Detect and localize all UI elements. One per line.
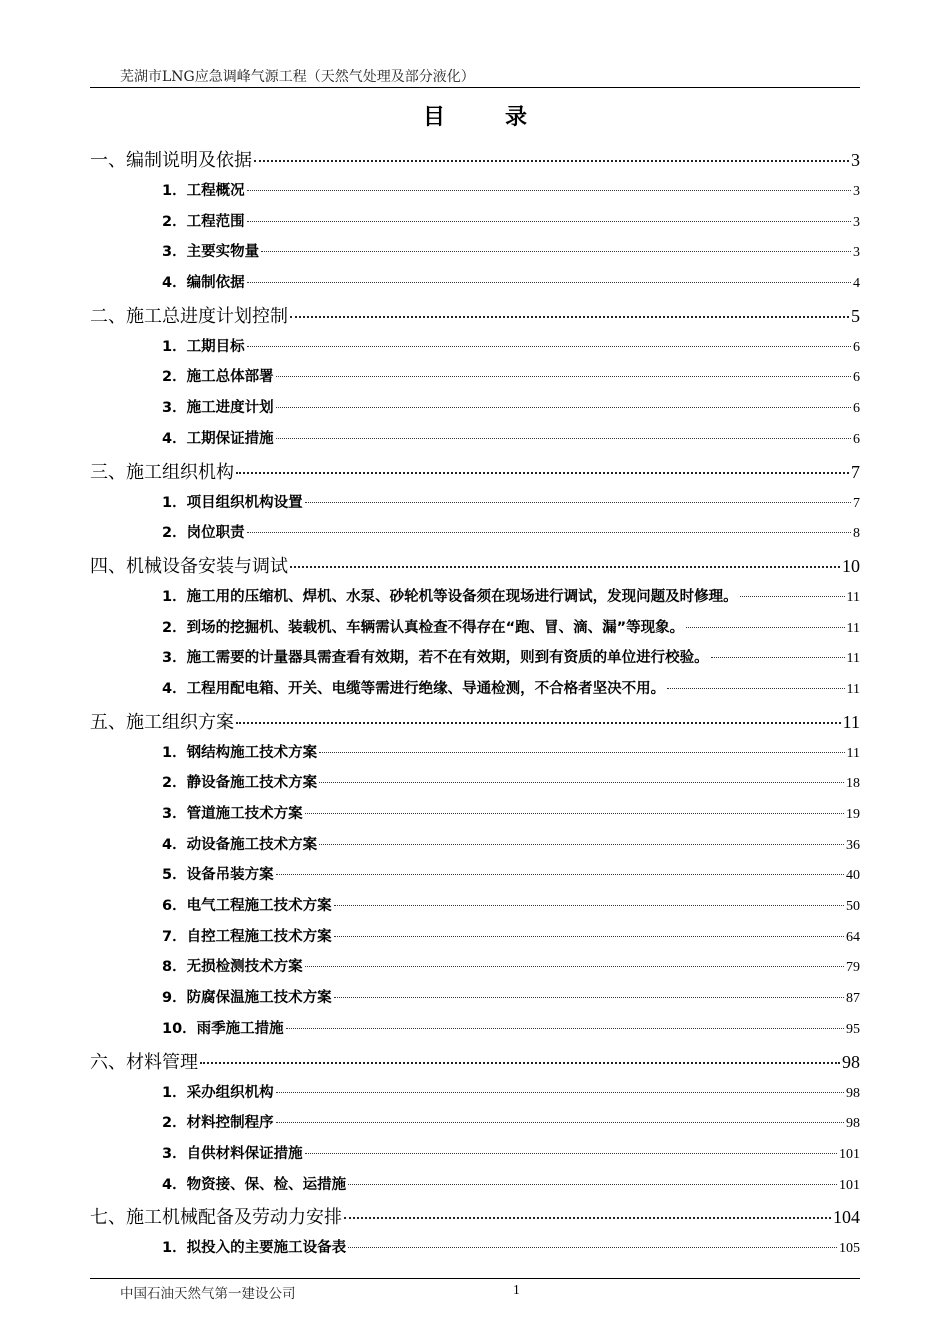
toc-section-entry[interactable] (90, 677, 860, 708)
toc-entry-page-number: 11 (842, 711, 860, 732)
toc-entry-label: 3．自供材料保证措施 (162, 1145, 303, 1162)
toc-entry-label: 1．施工用的压缩机、焊机、水泵、砂轮机等设备须在现场进行调试，发现问题及时修理。 (162, 588, 738, 605)
toc-dot-leader (261, 251, 851, 252)
toc-entry-label: 3．施工需要的计量器具需查看有效期，若不在有效期，则到有资质的单位进行校验。 (162, 650, 709, 667)
toc-entry-label: 1．工程概况 (162, 183, 245, 199)
toc-section-entry[interactable] (90, 210, 860, 241)
toc-section-entry[interactable] (90, 1111, 860, 1142)
toc-section-entry[interactable] (90, 271, 860, 302)
toc-entry-page-number: 87 (846, 991, 860, 1007)
toc-entry-page-number: 79 (846, 960, 860, 976)
toc-entry-page-number: 11 (846, 681, 860, 697)
toc-section-entry[interactable] (90, 491, 860, 522)
header-title: 芜湖市LNG应急调峰气源工程（天然气处理及部分液化） (120, 69, 475, 85)
toc-entry-page-number: 101 (839, 1146, 860, 1162)
toc-entry-page-number: 98 (842, 1051, 860, 1072)
toc-entry-label: 2．静设备施工技术方案 (162, 775, 318, 792)
toc-entry-label: 1．工期目标 (162, 338, 245, 355)
toc-section-entry[interactable] (90, 1081, 860, 1112)
toc-entry-label: 4．工期保证措施 (162, 430, 274, 447)
toc-entry-page-number: 19 (846, 807, 860, 822)
toc-dot-leader (276, 438, 851, 439)
toc-entry-page-number: 6 (853, 339, 860, 355)
toc-entry-label: 2．材料控制程序 (162, 1115, 274, 1132)
toc-section-entry[interactable] (90, 863, 860, 894)
toc-dot-leader (236, 722, 841, 724)
toc-entry-page-number: 3 (851, 150, 860, 170)
toc-entry-label: 1．采办组织机构 (162, 1084, 274, 1101)
toc-entry-label: 4．工程用配电箱、开关、电缆等需进行绝缘、导通检测，不合格者坚决不用。 (162, 680, 666, 697)
toc-entry-page-number: 98 (846, 1116, 860, 1132)
toc-entry-label: 7．自控工程施工技术方案 (162, 928, 332, 945)
toc-dot-leader (254, 160, 849, 162)
toc-dot-leader (319, 782, 844, 783)
toc-section-entry[interactable] (90, 585, 860, 616)
toc-section-entry[interactable] (90, 833, 860, 864)
toc-entry-page-number: 11 (846, 589, 860, 605)
toc-dot-leader (334, 997, 844, 998)
toc-entry-label: 5．设备吊装方案 (162, 867, 274, 884)
toc-dot-leader (305, 966, 844, 967)
toc-entry-page-number: 4 (853, 276, 860, 292)
footer-divider (90, 1278, 860, 1279)
toc-section-entry[interactable] (90, 365, 860, 396)
toc-dot-leader (348, 1184, 837, 1185)
toc-section-entry[interactable] (90, 741, 860, 772)
toc-section-entry[interactable] (90, 925, 860, 956)
toc-dot-leader (276, 874, 844, 875)
toc-section-entry[interactable] (90, 335, 860, 366)
toc-dot-leader (319, 752, 844, 753)
toc-entry-label: 1．钢结构施工技术方案 (162, 744, 318, 761)
toc-entry-label: 4．物资接、保、检、运措施 (162, 1176, 347, 1193)
toc-entry-label: 4．动设备施工技术方案 (162, 836, 318, 853)
toc-chapter-entry[interactable] (90, 1203, 860, 1236)
toc-dot-leader (276, 1092, 844, 1093)
toc-entry-page-number: 18 (846, 776, 860, 792)
toc-entry-label: 8．无损检测技术方案 (162, 959, 303, 976)
toc-entry-page-number: 95 (846, 1021, 860, 1037)
toc-dot-leader (686, 627, 844, 628)
toc-chapter-entry[interactable] (90, 1048, 860, 1081)
toc-entry-page-number: 40 (846, 868, 860, 884)
footer-page-number: 1 (513, 1282, 520, 1297)
toc-entry-label: 9．防腐保温施工技术方案 (162, 990, 332, 1007)
toc-entry-page-number: 11 (846, 620, 860, 636)
toc-dot-leader (247, 282, 851, 283)
toc-entry-page-number: 10 (842, 555, 860, 576)
toc-dot-leader (344, 1217, 831, 1219)
toc-section-entry[interactable] (90, 179, 860, 210)
toc-entry-label: 三、施工组织机构 (90, 461, 234, 483)
toc-dot-leader (290, 566, 840, 568)
toc-chapter-entry[interactable] (90, 458, 860, 491)
toc-section-entry[interactable] (90, 802, 860, 833)
toc-section-entry[interactable] (90, 1142, 860, 1173)
toc-dot-leader (334, 936, 844, 937)
footer-company: 中国石油天然气第一建设公司 (120, 1286, 296, 1302)
toc-entry-page-number: 6 (853, 401, 860, 417)
toc-entry-page-number: 36 (846, 837, 860, 853)
toc-section-entry[interactable] (90, 1173, 860, 1204)
toc-dot-leader (247, 190, 851, 191)
toc-entry-label: 1．项目组织机构设置 (162, 494, 303, 511)
toc-entry-page-number: 8 (853, 526, 860, 542)
toc-entry-page-number: 6 (853, 370, 860, 386)
toc-entry-page-number: 3 (853, 214, 860, 230)
toc-entry-page-number: 7 (851, 461, 860, 482)
toc-dot-leader (305, 1153, 837, 1154)
toc-section-entry[interactable] (90, 396, 860, 427)
toc-entry-page-number: 5 (851, 305, 860, 326)
toc-entry-page-number: 3 (853, 245, 860, 261)
toc-entry-page-number: 64 (846, 929, 860, 945)
header-divider (90, 87, 860, 88)
toc-entry-page-number: 104 (833, 1207, 860, 1228)
toc-dot-leader (247, 346, 851, 347)
toc-entry-label: 6．电气工程施工技术方案 (162, 898, 332, 915)
toc-section-entry[interactable] (90, 521, 860, 552)
toc-section-entry[interactable] (90, 616, 860, 647)
toc-entry-page-number: 105 (839, 1241, 860, 1257)
toc-entry-page-number: 50 (846, 899, 860, 915)
toc-entry-label: 1．拟投入的主要施工设备表 (162, 1240, 347, 1257)
toc-entry-page-number: 98 (846, 1085, 860, 1101)
toc-dot-leader (247, 221, 851, 222)
toc-entry-label: 六、材料管理 (90, 1051, 198, 1073)
toc-entry-label: 2．施工总体部署 (162, 369, 274, 386)
toc-section-entry[interactable] (90, 894, 860, 925)
toc-entry-page-number: 11 (846, 651, 860, 667)
toc-entry-label: 一、编制说明及依据 (90, 150, 252, 171)
toc-section-entry[interactable] (90, 240, 860, 271)
toc-dot-leader (740, 596, 845, 597)
page-title: 目录 (422, 105, 587, 130)
toc-entry-page-number: 3 (853, 184, 860, 199)
toc-dot-leader (247, 532, 851, 533)
table-of-contents (90, 146, 860, 1267)
toc-section-entry[interactable] (90, 771, 860, 802)
toc-dot-leader (305, 502, 851, 503)
toc-dot-leader (236, 472, 849, 474)
toc-section-entry[interactable] (90, 1236, 860, 1267)
toc-entry-page-number: 7 (853, 495, 860, 511)
toc-section-entry[interactable] (90, 955, 860, 986)
toc-dot-leader (276, 1122, 844, 1123)
toc-dot-leader (334, 905, 844, 906)
toc-chapter-entry[interactable] (90, 708, 860, 741)
toc-section-entry[interactable] (90, 1017, 860, 1048)
toc-entry-label: 二、施工总进度计划控制 (90, 305, 288, 327)
toc-entry-label: 2．到场的挖掘机、装载机、车辆需认真检查不得存在“跑、冒、滴、漏”等现象。 (162, 619, 685, 636)
toc-entry-page-number: 6 (853, 431, 860, 447)
toc-dot-leader (276, 376, 851, 377)
toc-chapter-entry[interactable] (90, 146, 860, 179)
toc-chapter-entry[interactable] (90, 552, 860, 585)
toc-dot-leader (286, 1028, 844, 1029)
toc-dot-leader (348, 1247, 837, 1248)
toc-dot-leader (276, 407, 851, 408)
toc-section-entry[interactable] (90, 986, 860, 1017)
toc-entry-label: 10．雨季施工措施 (162, 1020, 284, 1037)
toc-entry-label: 3．施工进度计划 (162, 400, 274, 417)
toc-entry-label: 2．岗位职责 (162, 525, 245, 542)
toc-entry-label: 五、施工组织方案 (90, 711, 234, 733)
toc-entry-label: 2．工程范围 (162, 213, 245, 230)
toc-entry-label: 3．管道施工技术方案 (162, 806, 303, 822)
toc-entry-page-number: 101 (839, 1177, 860, 1193)
toc-entry-label: 四、机械设备安装与调试 (90, 555, 288, 577)
toc-dot-leader (305, 813, 844, 814)
toc-dot-leader (319, 844, 844, 845)
toc-section-entry[interactable] (90, 427, 860, 458)
toc-entry-page-number: 11 (846, 745, 860, 761)
toc-section-entry[interactable] (90, 646, 860, 677)
toc-dot-leader (290, 316, 849, 318)
toc-dot-leader (200, 1062, 840, 1064)
toc-dot-leader (667, 688, 844, 689)
toc-dot-leader (711, 657, 845, 658)
toc-entry-label: 3．主要实物量 (162, 244, 260, 261)
toc-entry-label: 七、施工机械配备及劳动力安排 (90, 1207, 342, 1229)
toc-chapter-entry[interactable] (90, 302, 860, 335)
toc-entry-label: 4．编制依据 (162, 275, 245, 292)
